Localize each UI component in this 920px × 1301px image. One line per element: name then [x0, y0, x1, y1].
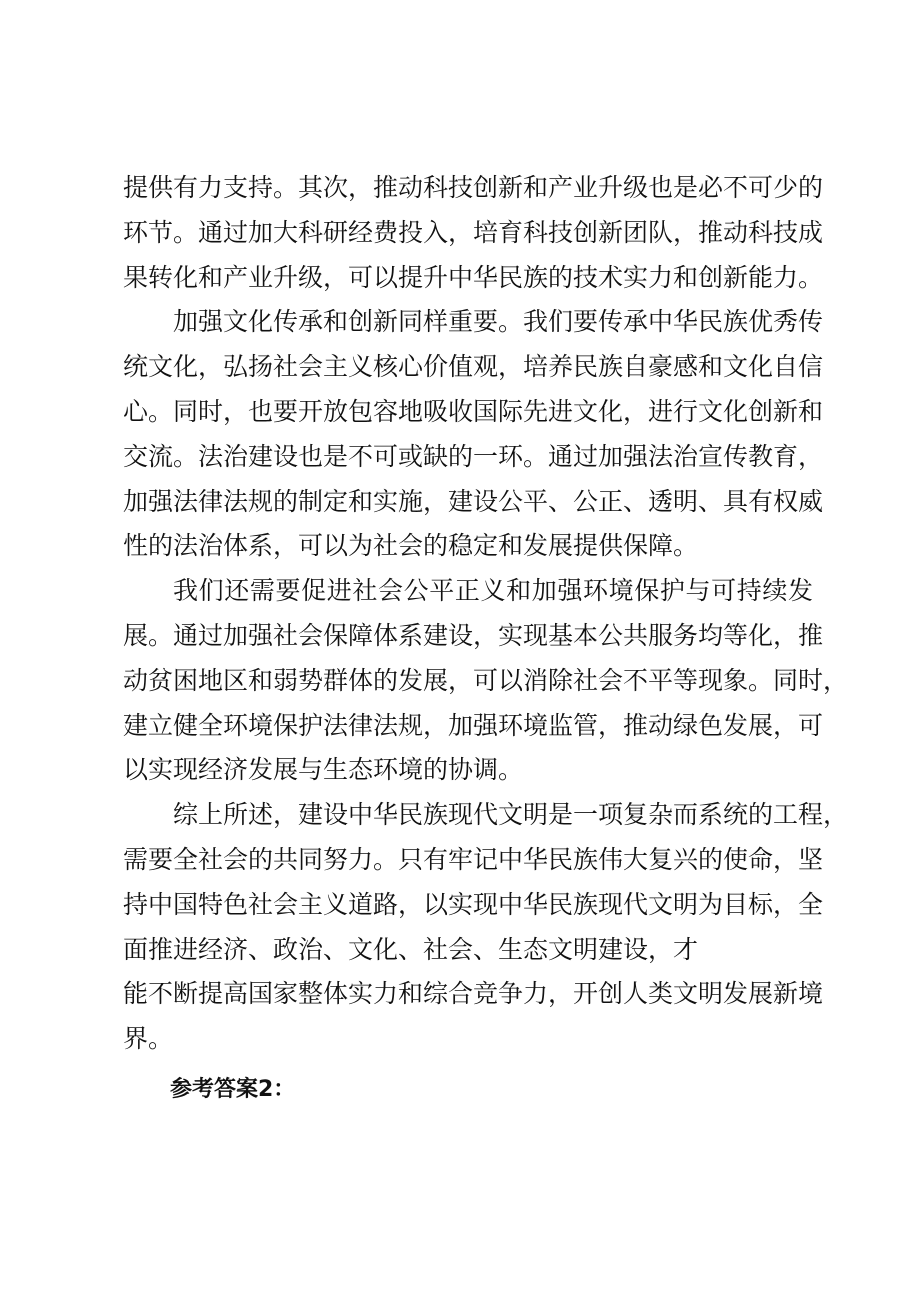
- text-line: 建立健全环境保护法律法规，加强环境监管，推动绿色发展，可: [123, 710, 824, 740]
- text-line: 动贫困地区和弱势群体的发展，可以消除社会不平等现象。同时，: [123, 665, 849, 695]
- text-line: 需要全社会的共同努力。只有牢记中华民族伟大复兴的使命，坚: [123, 844, 824, 874]
- body-text: [123, 166, 849, 1062]
- reference-answer-heading: 参考答案2：: [170, 1077, 296, 1102]
- text-line: 界。: [123, 1024, 174, 1054]
- text-line: 加强法律法规的制定和实施，建设公平、公正、透明、具有权威: [123, 486, 824, 516]
- text-line: 交流。法治建设也是不可或缺的一环。通过加强法治宣传教育，: [123, 441, 824, 471]
- text-line: 展。通过加强社会保障体系建设，实现基本公共服务均等化，推: [123, 620, 824, 650]
- text-line: 心。同时，也要开放包容地吸收国际先进文化，进行文化创新和: [123, 396, 824, 426]
- text-line: 面推进经济、政治、文化、社会、生态文明建设，才: [123, 934, 699, 964]
- text-line: 环节。通过加大科研经费投入，培育科技创新团队，推动科技成: [123, 217, 824, 247]
- text-line: 以实现经济发展与生态环境的协调。: [123, 755, 524, 785]
- text-line: 提供有力支持。其次，推动科技创新和产业升级也是必不可少的: [123, 173, 824, 202]
- text-line: 统文化，弘扬社会主义核心价值观，培养民族自豪感和文化自信: [123, 352, 824, 382]
- paragraph-start-line: 我们还需要促进社会公平正义和加强环境保护与可持续发: [173, 576, 813, 606]
- text-line: 果转化和产业升级，可以提升中华民族的技术实力和创新能力。: [123, 262, 824, 292]
- text-line: 性的法治体系，可以为社会的稳定和发展提供保障。: [123, 531, 699, 561]
- paragraph-start-line: 综上所述，建设中华民族现代文明是一项复杂而系统的工程，: [173, 800, 849, 830]
- text-line: 持中国特色社会主义道路，以实现中华民族现代文明为目标，全: [123, 889, 824, 919]
- text-line: 能不断提高国家整体实力和综合竞争力，开创人类文明发展新境: [123, 979, 824, 1009]
- paragraph-start-line: 加强文化传承和创新同样重要。我们要传承中华民族优秀传: [173, 307, 824, 337]
